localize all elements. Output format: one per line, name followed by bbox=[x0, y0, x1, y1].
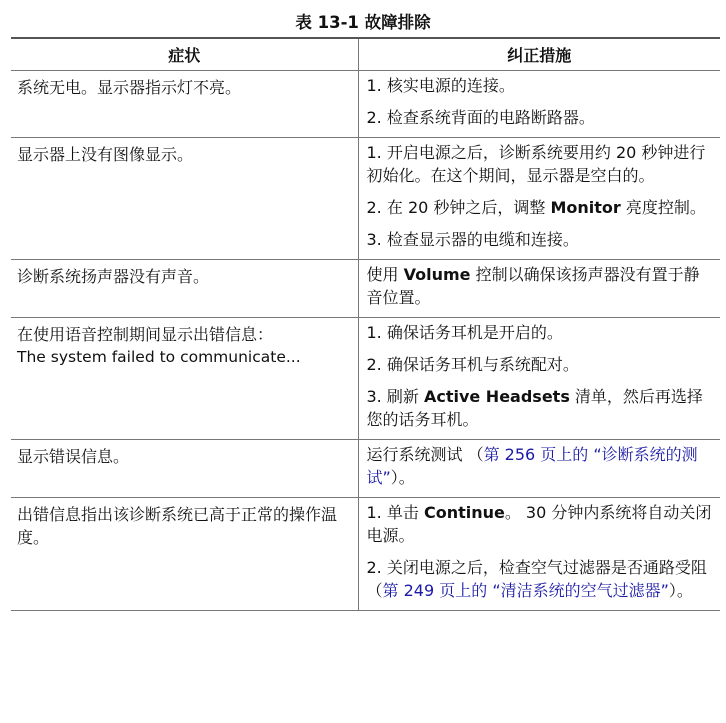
table-row bbox=[11, 260, 720, 318]
symptom-cell bbox=[11, 498, 358, 611]
table-row bbox=[11, 440, 720, 498]
cross-reference-link[interactable]: 第 256 页上的 “诊断系统的测试” bbox=[366, 445, 698, 487]
header-action: 纠正措施 bbox=[358, 38, 720, 71]
troubleshooting-table bbox=[11, 37, 720, 611]
action-step: 2. 检查系统背面的电路断路器。 bbox=[366, 108, 595, 127]
action-cell bbox=[358, 440, 720, 498]
action-step: 1. 确保话务耳机是开启的。 bbox=[366, 323, 563, 342]
ui-term-continue: Continue bbox=[423, 503, 505, 522]
symptom-cell bbox=[11, 260, 358, 318]
symptom-text: 诊断系统扬声器没有声音。 bbox=[17, 267, 210, 286]
action-cell bbox=[358, 318, 720, 440]
symptom-cell bbox=[11, 71, 358, 138]
table-row bbox=[11, 498, 720, 611]
error-message-text: The system failed to communicate... bbox=[17, 348, 301, 366]
table-header-row bbox=[11, 38, 720, 71]
action-step: 1. 核实电源的连接。 bbox=[366, 76, 515, 95]
table-row bbox=[11, 318, 720, 440]
action-step: 使用 Volume 控制以确保该扬声器没有置于静音位置。 bbox=[366, 265, 700, 307]
action-step: 2. 在 20 秒钟之后，调整 Monitor 亮度控制。 bbox=[366, 198, 706, 217]
table-row bbox=[11, 138, 720, 260]
action-step: 运行系统测试 （第 256 页上的 “诊断系统的测试”）。 bbox=[366, 445, 698, 487]
symptom-cell bbox=[11, 440, 358, 498]
action-cell bbox=[358, 138, 720, 260]
symptom-text: 显示器上没有图像显示。 bbox=[17, 145, 194, 164]
symptom-text: 显示错误信息。 bbox=[17, 447, 130, 466]
table-row bbox=[11, 71, 720, 138]
symptom-text: 系统无电。显示器指示灯不亮。 bbox=[17, 78, 242, 97]
cross-reference-link[interactable]: 第 249 页上的 “清洁系统的空气过滤器” bbox=[382, 581, 669, 600]
symptom-text: 在使用语音控制期间显示出错信息： bbox=[17, 325, 274, 344]
symptom-cell bbox=[11, 318, 358, 440]
action-cell bbox=[358, 498, 720, 611]
action-cell bbox=[358, 260, 720, 318]
symptom-cell bbox=[11, 138, 358, 260]
action-step: 1. 单击 Continue。 30 分钟内系统将自动关闭电源。 bbox=[366, 503, 712, 545]
table-caption: 表 13-1 故障排除 bbox=[295, 13, 431, 32]
action-step: 2. 确保话务耳机与系统配对。 bbox=[366, 355, 579, 374]
header-symptom: 症状 bbox=[11, 38, 358, 71]
symptom-text: 出错信息指出该诊断系统已高于正常的操作温度。 bbox=[17, 505, 338, 547]
action-step: 2. 关闭电源之后，检查空气过滤器是否通路受阻 （第 249 页上的 “清洁系统的空气过滤器”）。 bbox=[366, 558, 707, 600]
ui-term-monitor: Monitor bbox=[550, 198, 621, 217]
action-step: 1. 开启电源之后，诊断系统要用约 20 秒钟进行初始化。在这个期间，显示器是空白的。 bbox=[366, 143, 706, 185]
ui-term-active-headsets: Active Headsets bbox=[423, 387, 570, 406]
action-step: 3. 刷新 Active Headsets 清单，然后再选择您的话务耳机。 bbox=[366, 387, 703, 429]
ui-term-volume: Volume bbox=[403, 265, 471, 284]
action-step: 3. 检查显示器的电缆和连接。 bbox=[366, 230, 579, 249]
action-cell bbox=[358, 71, 720, 138]
